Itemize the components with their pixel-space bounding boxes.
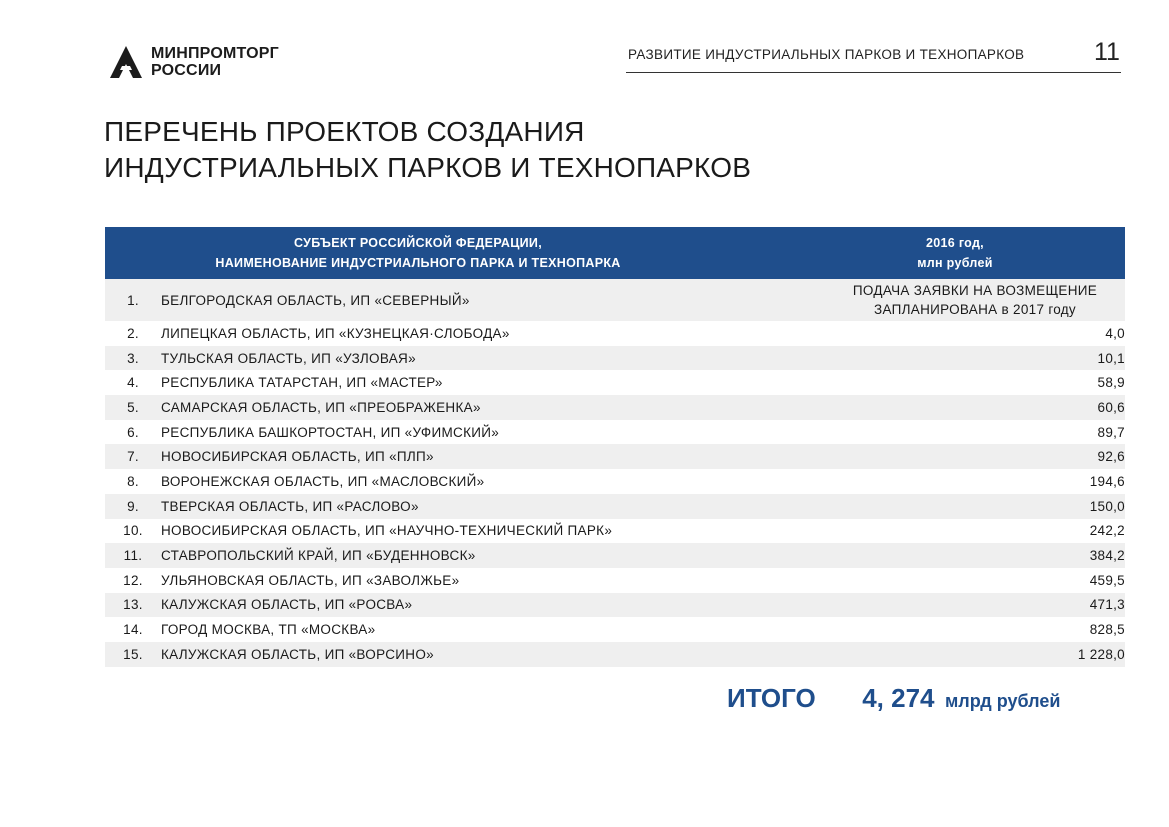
row-subject: КАЛУЖСКАЯ ОБЛАСТЬ, ИП «РОСВА» [161, 593, 825, 618]
row-value: 459,5 [825, 568, 1125, 593]
row-note-line2a: ЗАПЛАНИРОВАНА [874, 302, 998, 317]
row-value: 1 228,0 [825, 642, 1125, 667]
row-number: 11. [105, 543, 161, 568]
table-row [105, 593, 1125, 618]
table-header-row [105, 227, 1125, 279]
row-subject: НОВОСИБИРСКАЯ ОБЛАСТЬ, ИП «ПЛП» [161, 444, 825, 469]
logo-line1: МИНПРОМТОРГ [151, 45, 279, 62]
row-subject: РЕСПУБЛИКА БАШКОРТОСТАН, ИП «УФИМСКИЙ» [161, 420, 825, 445]
total-summary [727, 683, 1060, 714]
row-number: 9. [105, 494, 161, 519]
row-value: 150,0 [825, 494, 1125, 519]
header-value-line1: 2016 год, [926, 236, 984, 250]
row-subject: КАЛУЖСКАЯ ОБЛАСТЬ, ИП «ВОРСИНО» [161, 642, 825, 667]
table-row [105, 642, 1125, 667]
row-number: 8. [105, 469, 161, 494]
row-value: 89,7 [825, 420, 1125, 445]
row-note [825, 279, 1125, 321]
row-number: 14. [105, 617, 161, 642]
total-label: ИТОГО [727, 683, 816, 713]
table-row [105, 494, 1125, 519]
row-subject: ТУЛЬСКАЯ ОБЛАСТЬ, ИП «УЗЛОВАЯ» [161, 346, 825, 371]
row-subject: ЛИПЕЦКАЯ ОБЛАСТЬ, ИП «КУЗНЕЦКАЯ·СЛОБОДА» [161, 321, 825, 346]
table-row [105, 420, 1125, 445]
page-title-line2: ИНДУСТРИАЛЬНЫХ ПАРКОВ И ТЕХНОПАРКОВ [104, 152, 752, 183]
row-subject: УЛЬЯНОВСКАЯ ОБЛАСТЬ, ИП «ЗАВОЛЖЬЕ» [161, 568, 825, 593]
row-subject: НОВОСИБИРСКАЯ ОБЛАСТЬ, ИП «НАУЧНО-ТЕХНИЧЕСКИЙ ПАРК» [161, 519, 825, 544]
row-number: 2. [105, 321, 161, 346]
page-title [104, 114, 751, 186]
row-subject: СТАВРОПОЛЬСКИЙ КРАЙ, ИП «БУДЕННОВСК» [161, 543, 825, 568]
table-row [105, 279, 1125, 321]
row-subject: ТВЕРСКАЯ ОБЛАСТЬ, ИП «РАСЛОВО» [161, 494, 825, 519]
row-number: 13. [105, 593, 161, 618]
row-value: 92,6 [825, 444, 1125, 469]
row-number: 15. [105, 642, 161, 667]
row-number: 6. [105, 420, 161, 445]
table-row [105, 321, 1125, 346]
total-value: 4, 274 [862, 683, 935, 713]
header-subject-cell [161, 227, 825, 279]
row-number: 12. [105, 568, 161, 593]
row-subject: РЕСПУБЛИКА ТАТАРСТАН, ИП «МАСТЕР» [161, 370, 825, 395]
row-number: 1. [105, 279, 161, 321]
row-number: 10. [105, 519, 161, 544]
page-number: 11 [1094, 38, 1120, 66]
header-value-cell [825, 227, 1125, 279]
table-row [105, 469, 1125, 494]
row-note-line2 [825, 300, 1125, 319]
row-value: 242,2 [825, 519, 1125, 544]
total-unit: млрд рублей [944, 691, 1061, 711]
header-divider [626, 72, 1121, 73]
row-number: 5. [105, 395, 161, 420]
row-value: 471,3 [825, 593, 1125, 618]
row-number: 4. [105, 370, 161, 395]
header-subject-line1: СУБЪЕКТ РОССИЙСКОЙ ФЕДЕРАЦИИ, [294, 236, 542, 250]
row-value: 58,9 [825, 370, 1125, 395]
table-row [105, 568, 1125, 593]
table-row [105, 519, 1125, 544]
header-subject-line2: НАИМЕНОВАНИЕ ИНДУСТРИАЛЬНОГО ПАРКА И ТЕХНОПАРКА [215, 256, 621, 270]
row-value: 828,5 [825, 617, 1125, 642]
table-row [105, 346, 1125, 371]
row-subject: БЕЛГОРОДСКАЯ ОБЛАСТЬ, ИП «СЕВЕРНЫЙ» [161, 279, 825, 321]
header-value-line2: млн рублей [917, 256, 993, 270]
row-number: 7. [105, 444, 161, 469]
row-value: 60,6 [825, 395, 1125, 420]
header-num-cell [105, 227, 161, 279]
section-title: РАЗВИТИЕ ИНДУСТРИАЛЬНЫХ ПАРКОВ И ТЕХНОПАРКОВ [628, 47, 1025, 62]
row-note-line1: ПОДАЧА ЗАЯВКИ НА ВОЗМЕЩЕНИЕ [852, 283, 1098, 298]
logo-text [151, 45, 279, 79]
row-value: 194,6 [825, 469, 1125, 494]
table-row [105, 444, 1125, 469]
row-number: 3. [105, 346, 161, 371]
table-row [105, 543, 1125, 568]
table-row [105, 370, 1125, 395]
row-value: 384,2 [825, 543, 1125, 568]
projects-table [105, 227, 1125, 667]
minpromtorg-emblem-icon [108, 44, 144, 80]
table-row [105, 395, 1125, 420]
page-title-line1: ПЕРЕЧЕНЬ ПРОЕКТОВ СОЗДАНИЯ [104, 116, 585, 147]
row-value: 10,1 [825, 346, 1125, 371]
table-row [105, 617, 1125, 642]
row-note-line2b: в 2017 году [1001, 302, 1076, 317]
row-subject: ВОРОНЕЖСКАЯ ОБЛАСТЬ, ИП «МАСЛОВСКИЙ» [161, 469, 825, 494]
logo-line2: РОССИИ [151, 62, 222, 79]
row-value: 4,0 [825, 321, 1125, 346]
logo [108, 44, 279, 80]
row-subject: САМАРСКАЯ ОБЛАСТЬ, ИП «ПРЕОБРАЖЕНКА» [161, 395, 825, 420]
row-subject: ГОРОД МОСКВА, ТП «МОСКВА» [161, 617, 825, 642]
